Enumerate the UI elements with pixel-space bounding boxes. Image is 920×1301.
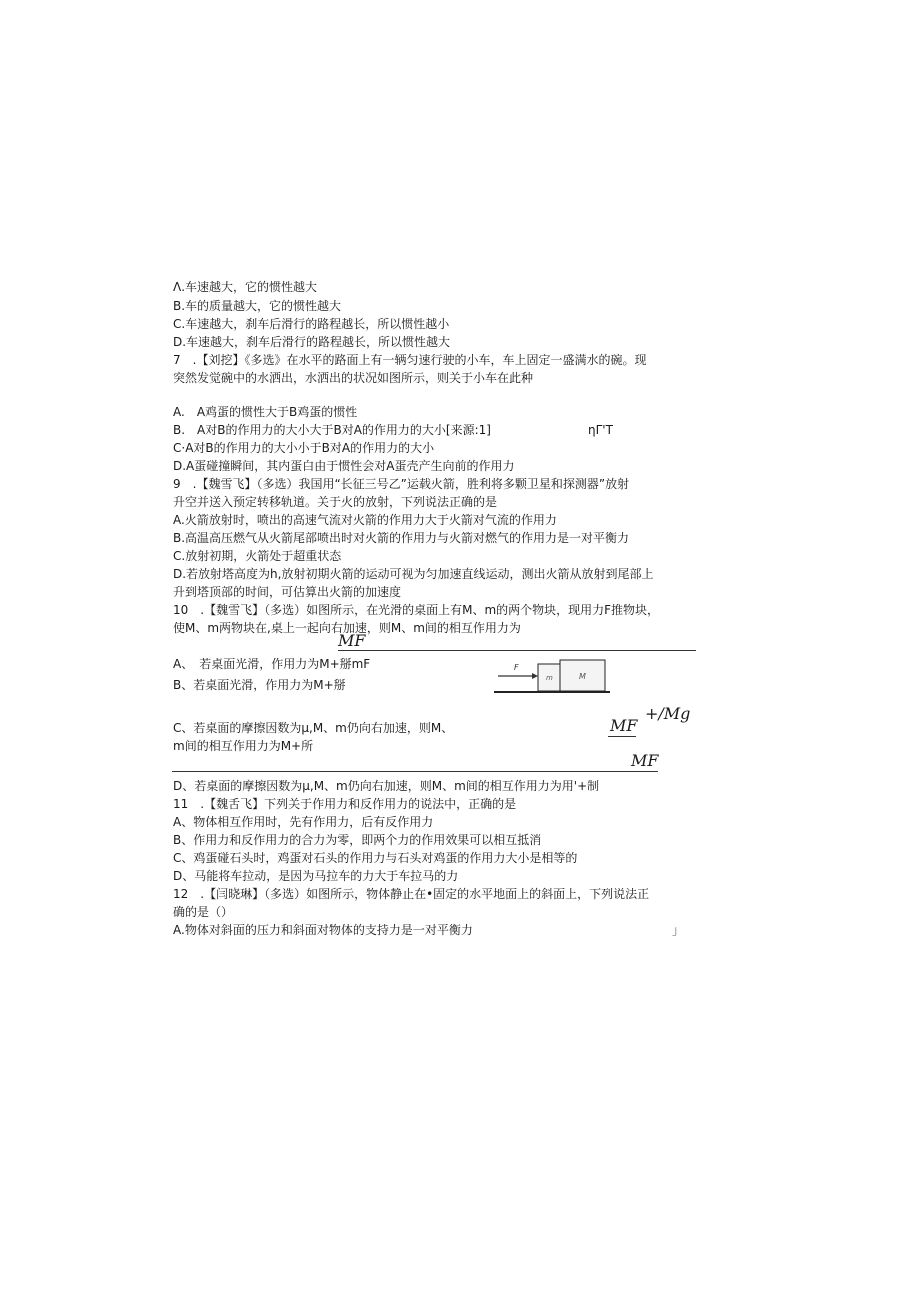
q7-stem-line1: 7 .【刘挖】《多选》在水平的路面上有一辆匀速行驶的小车，车上固定一盛满水的碗。现: [173, 353, 647, 367]
q9-option-d-line2: 升到塔顶部的时间，可估算出火箭的加速度: [173, 585, 402, 599]
force-label: F: [514, 663, 519, 672]
q11-option-d: D、马能将车拉动，是因为马拉车的力大于车拉马的力: [173, 869, 459, 883]
force-arrowhead: [532, 673, 538, 679]
q10-fraction-right-top: +/Mg: [645, 704, 691, 723]
q10-option-d: D、若桌面的摩擦因数为μ,M、m仍向右加速，则M、m间的相互作用力为用'+制: [173, 779, 600, 793]
q12-stem-line1: 12 .【闫晓琳】（多选）如图所示，物体静止在•固定的水平地面上的斜面上，下列说法正: [173, 887, 650, 901]
q12-stem-line2: 确的是（）: [173, 905, 234, 919]
q9-option-a: A.火箭放射时，喷出的高速气流对火箭的作用力大于火箭对气流的作用力: [173, 513, 557, 527]
q6-option-c: C.车速越大，刹车后滑行的路程越长，所以惯性越小: [173, 317, 450, 331]
q11-stem: 11 .【魏舌飞】下列关于作用力和反作用力的说法中，正确的是: [173, 797, 517, 811]
q7-stem-line2: 突然发觉碗中的水洒出，水洒出的状况如图所示，则关于小车在此种: [173, 371, 534, 385]
q11-option-a: A、物体相互作用时，先有作用力，后有反作用力: [173, 815, 434, 829]
q12-mark: 」: [672, 923, 685, 937]
q10-fraction-numerator-top: MF: [338, 631, 366, 650]
q8-option-a: A. A鸡蛋的惯性大于B鸡蛋的惯性: [173, 405, 358, 419]
q6-option-b: B.车的质量越大，它的惯性越大: [173, 299, 342, 313]
q10-fraction-bar-right: [608, 736, 636, 737]
q8-option-b: B. A对B的作用力的大小大于B对A的作用力的大小[来源:1]: [173, 423, 491, 437]
q10-block-figure: [492, 656, 616, 696]
q8-option-d: D.A蛋碰撞瞬间，其内蛋白由于惯性会对A蛋壳产生向前的作用力: [173, 459, 515, 473]
q10-stem-line1: 10 .【魏雪飞】（多选）如图所示，在光滑的桌面上有M、m的两个物块，现用力F推物块，: [173, 603, 660, 617]
q10-option-b: B、若桌面光滑，作用力为M+掰: [173, 678, 346, 692]
q10-fraction-numerator-bottom: MF: [631, 751, 659, 770]
q9-option-d-line1: D.若放射塔高度为h,放射初期火箭的运动可视为匀加速直线运动，测出火箭从放射到尾部上: [173, 567, 654, 581]
q11-option-c: C、鸡蛋碰石头时，鸡蛋对石头的作用力与石头对鸡蛋的作用力大小是相等的: [173, 851, 578, 865]
q8-option-b-note: ηΓ'T: [588, 423, 613, 437]
q9-option-c: C.放射初期，火箭处于超重状态: [173, 549, 342, 563]
q8-option-c: C·A对B的作用力的大小小于B对A的作用力的大小: [173, 441, 435, 455]
q9-stem-line1: 9 .【魏雪飞】（多选）我国用“长征三号乙”运载火箭，胜利将多颗卫星和探测器”放射: [173, 477, 630, 491]
q6-option-d: D.车速越大，刹车后滑行的路程越长，所以惯性越大: [173, 335, 451, 349]
q6-option-a: Λ.车速越大，它的惯性越大: [173, 280, 318, 294]
q12-option-a: A.物体对斜面的压力和斜面对物体的支持力是一对平衡力: [173, 923, 473, 937]
q10-fraction-bar-bottom: [172, 771, 658, 772]
q10-option-c-line1: C、若桌面的摩擦因数为μ,M、m仍向右加速，则M、: [173, 721, 454, 735]
q10-stem-line2: 使M、m两物块在,桌上一起向右加速，则M、m间的相互作用力为: [173, 621, 521, 635]
q10-option-c-line2: m间的相互作用力为M+所: [173, 739, 314, 753]
q9-stem-line2: 升空并送入预定转移轨道。关于火的放射，下列说法正确的是: [173, 495, 498, 509]
small-block-label: m: [546, 674, 553, 682]
big-block-label: M: [579, 672, 586, 681]
q10-option-a: A、 若桌面光滑，作用力为M+掰mF: [173, 657, 371, 671]
q10-fraction-right-numerator: MF: [610, 716, 638, 735]
q10-fraction-bar-top: [338, 650, 696, 651]
q11-option-b: B、作用力和反作用力的合力为零，即两个力的作用效果可以相互抵消: [173, 833, 542, 847]
q9-option-b: B.高温高压燃气从火箭尾部喷出时对火箭的作用力与火箭对燃气的作用力是一对平衡力: [173, 531, 630, 545]
